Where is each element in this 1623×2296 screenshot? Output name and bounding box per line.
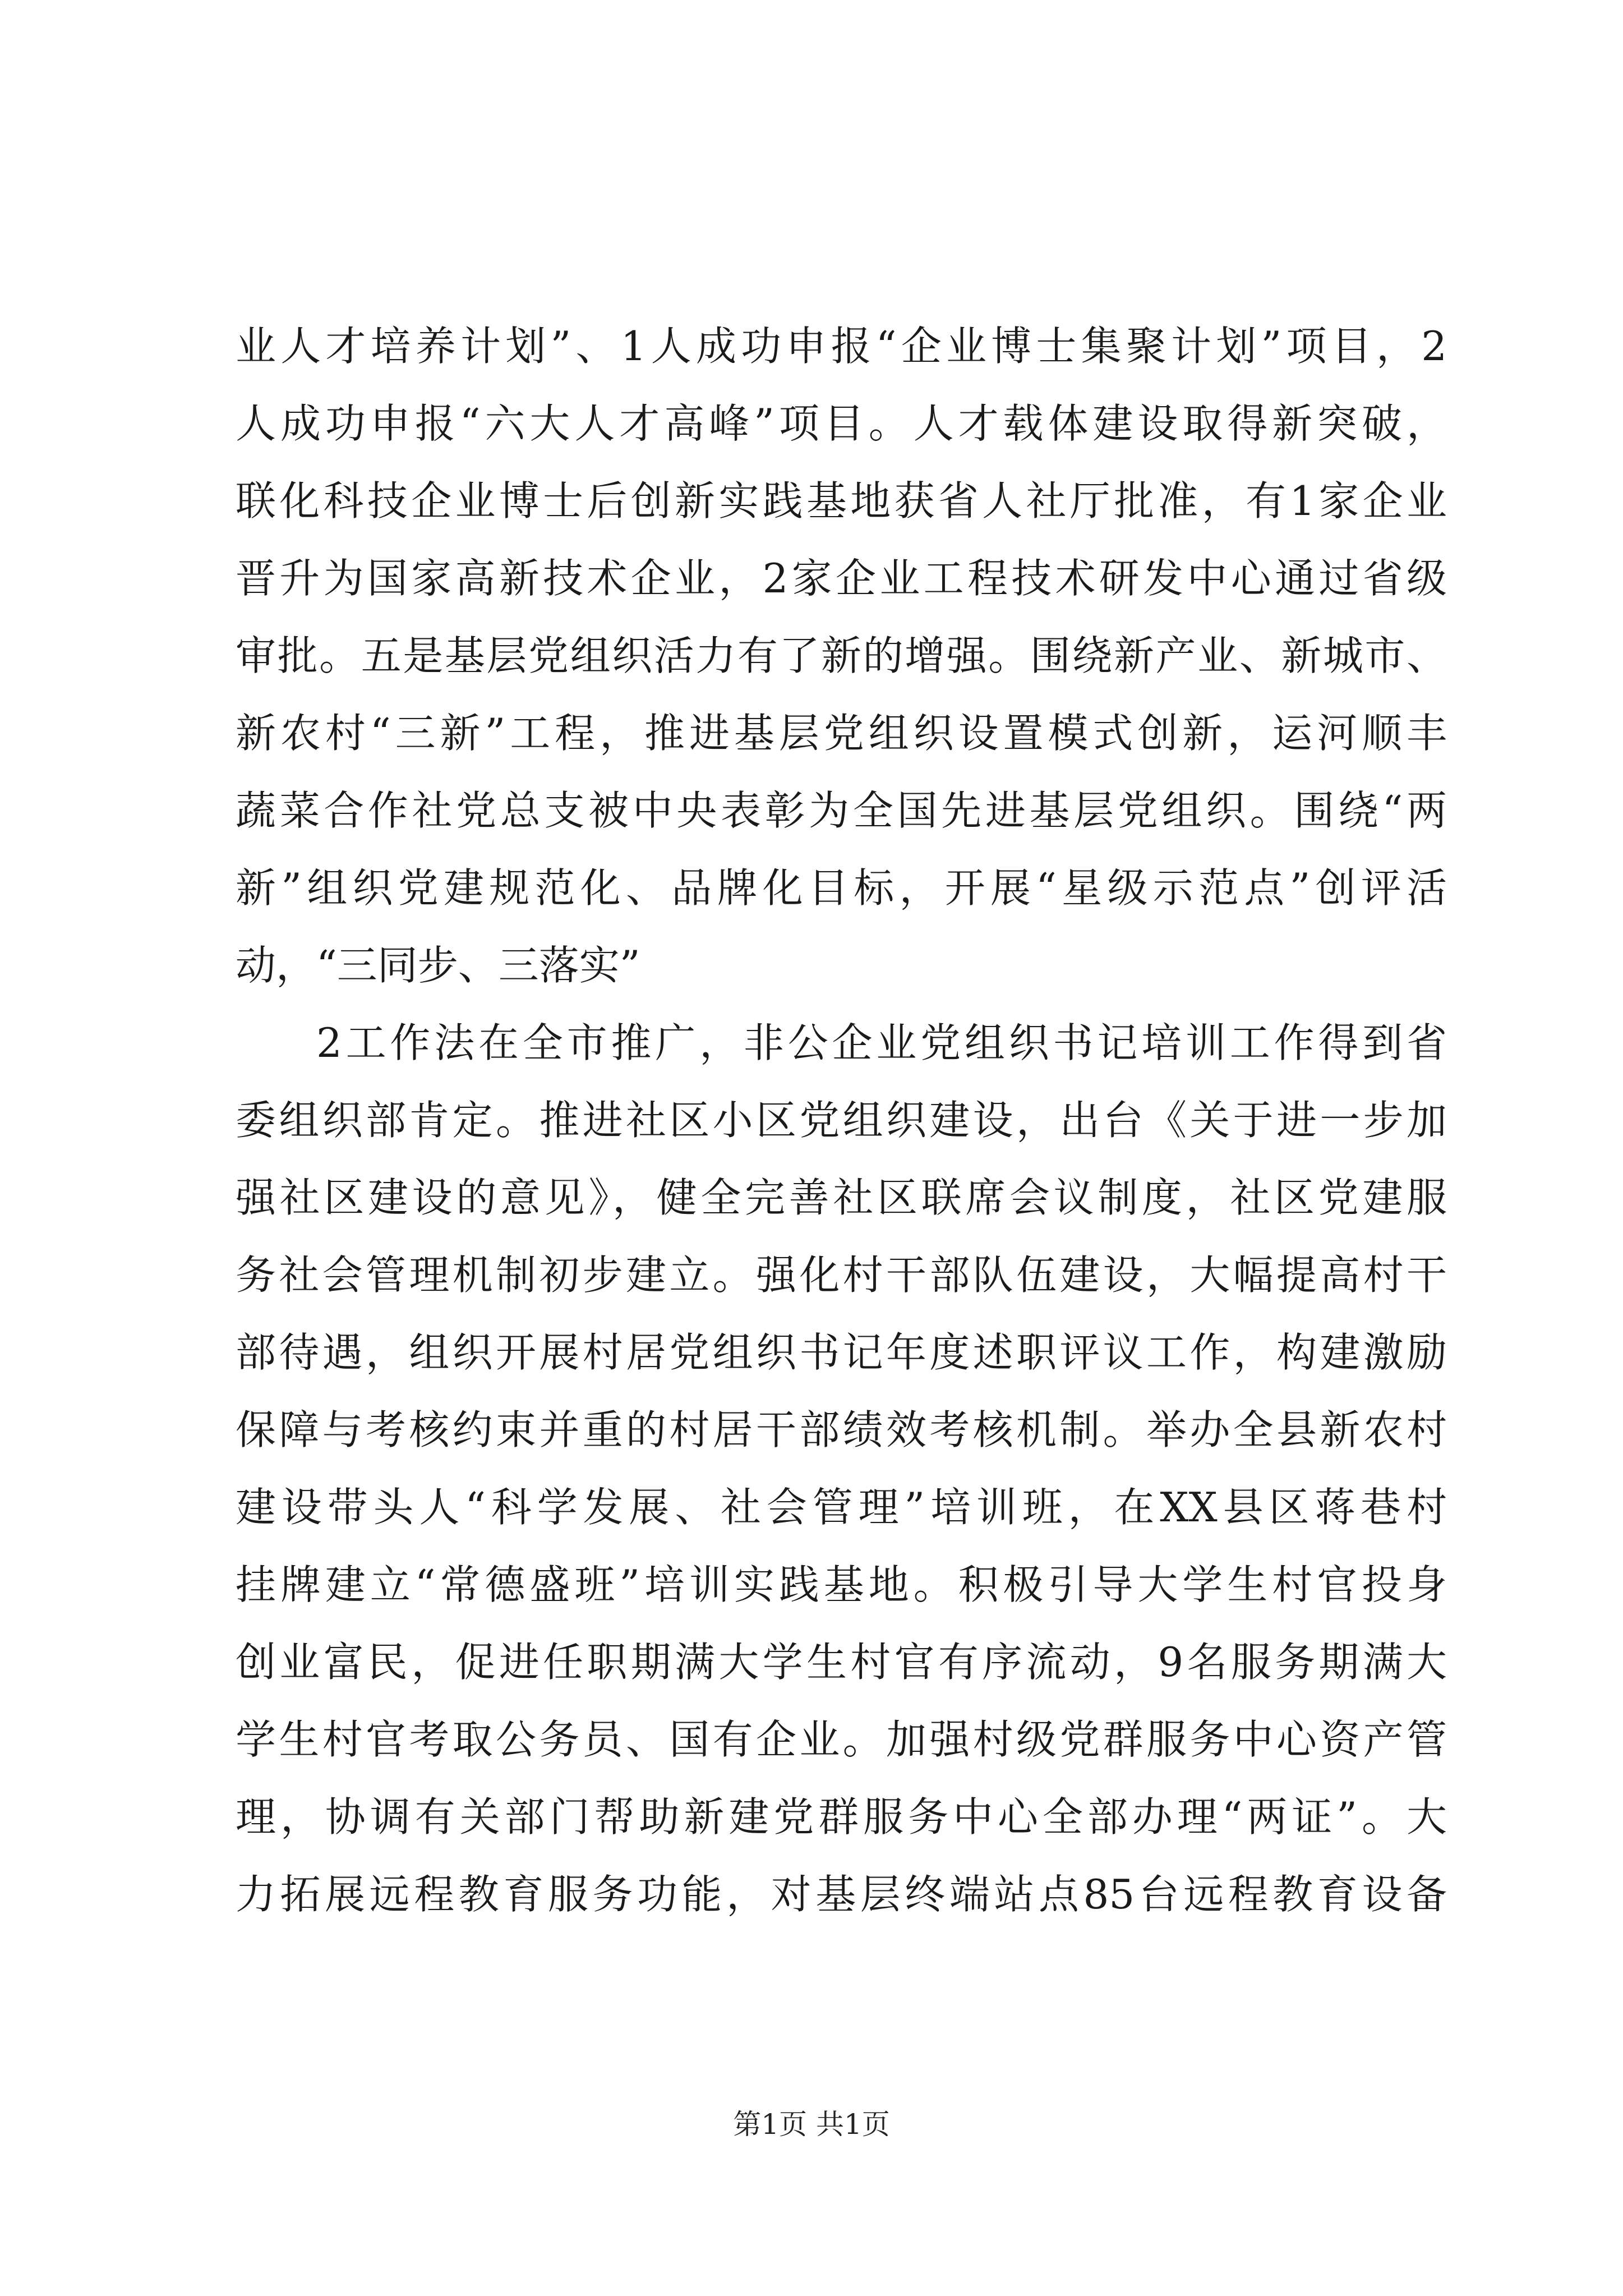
text-line: 部待遇，组织开展村居党组织书记年度述职评议工作，构建激励 xyxy=(236,1329,1447,1376)
body-text xyxy=(236,307,1447,1933)
text-line: 委组织部肯定。推进社区小区党组织建设，出台《关于进一步加 xyxy=(236,1097,1447,1144)
text-line: 审批。五是基层党组织活力有了新的增强。围绕新产业、新城市、 xyxy=(236,632,1447,679)
paragraph-first-line: 2工作法在全市推广，非公企业党组织书记培训工作得到省 xyxy=(316,1019,1447,1066)
text-line: 创业富民，促进任职期满大学生村官有序流动，9名服务期满大 xyxy=(236,1639,1447,1686)
page-footer: 第1页 共1页 xyxy=(733,2108,890,2141)
text-line: 挂牌建立“常德盛班”培训实践基地。积极引导大学生村官投身 xyxy=(236,1561,1447,1608)
text-line: 人成功申报“六大人才高峰”项目。人才载体建设取得新突破， xyxy=(236,400,1447,447)
text-line: 新农村“三新”工程，推进基层党组织设置模式创新，运河顺丰 xyxy=(236,710,1447,757)
text-line: 晋升为国家高新技术企业，2家企业工程技术研发中心通过省级 xyxy=(236,555,1447,602)
text-line: 理，协调有关部门帮助新建党群服务中心全部办理“两证”。大 xyxy=(236,1793,1447,1841)
text-line: 学生村官考取公务员、国有企业。加强村级党群服务中心资产管 xyxy=(236,1716,1447,1763)
text-line: 新”组织党建规范化、品牌化目标，开展“星级示范点”创评活 xyxy=(236,864,1447,912)
text-line: 力拓展远程教育服务功能，对基层终端站点85台远程教育设备 xyxy=(236,1871,1447,1918)
text-line: 建设带头人“科学发展、社会管理”培训班，在XX县区蒋巷村 xyxy=(236,1484,1447,1531)
text-line: 业人才培养计划”、1人成功申报“企业博士集聚计划”项目，2 xyxy=(236,323,1447,370)
text-line: 动，“三同步、三落实” xyxy=(236,942,640,989)
text-line: 务社会管理机制初步建立。强化村干部队伍建设，大幅提高村干 xyxy=(236,1251,1447,1299)
text-line: 强社区建设的意见》，健全完善社区联席会议制度，社区党建服 xyxy=(236,1174,1447,1221)
text-line: 保障与考核约束并重的村居干部绩效考核机制。举办全县新农村 xyxy=(236,1406,1447,1453)
text-line: 联化科技企业博士后创新实践基地获省人社厅批准，有1家企业 xyxy=(236,477,1447,524)
text-line: 蔬菜合作社党总支被中央表彰为全国先进基层党组织。围绕“两 xyxy=(236,787,1447,834)
